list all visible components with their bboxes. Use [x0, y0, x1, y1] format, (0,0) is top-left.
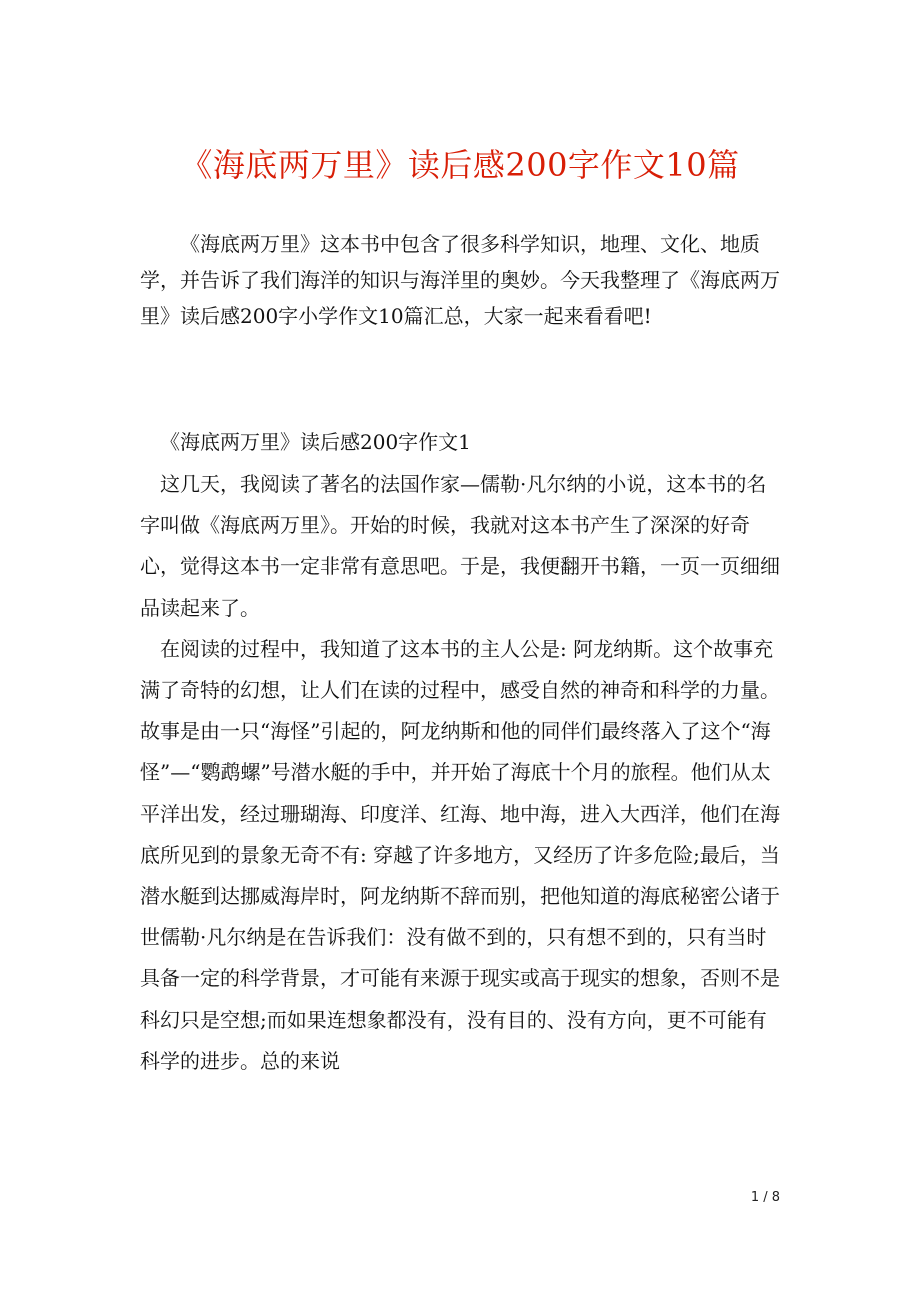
essay-paragraph: 这几天，我阅读了著名的法国作家—儒勒·凡尔纳的小说，这本书的名字叫做《海底两万里》。开始的时候，我就对这本书产生了深深的好奇心，觉得这本书一定非常有意思吧。于是，我便翻开书籍，一页一页细细品读起来了。	[140, 472, 780, 620]
essay-paragraph: 在阅读的过程中，我知道了这本书的主人公是: 阿龙纳斯。这个故事充满了奇特的幻想，让人们在读的过程中，感受自然的神奇和科学的力量。故事是由一只“海怪”引起的，阿龙纳斯和他的同伴们最终落入了这个“海怪”—“鹦鹉螺”号潜水艇的手中，并开始了海底十个月的旅程。他们从太平洋出发，经过珊瑚海、印度洋、红海、地中海，进入大西洋，他们在海底所见到的景象无奇不有: 穿越了许多地方，又经历了许多危险;最后，当潜水艇到达挪威海岸时，阿龙纳斯不辞而别，把他知道的海底秘密公诸于世儒勒·凡尔纳是在告诉我们：没有做不到的，只有想不到的，只有当时具备一定的科学背景，才可能有来源于现实或高于现实的想象，否则不是科幻只是空想;而如果连想象都没有，没有目的、没有方向，更不可能有科学的进步。总的来说	[140, 636, 780, 1073]
document-title: 《海底两万里》读后感200字作文10篇	[180, 146, 740, 184]
essay-body	[140, 464, 780, 1082]
page-number: 1 / 8	[750, 1190, 780, 1205]
intro-paragraph: 《海底两万里》这本书中包含了很多科学知识，地理、文化、地质学，并告诉了我们海洋的知识与海洋里的奥妙。今天我整理了《海底两万里》读后感200字小学作文10篇汇总，大家一起来看看吧!	[140, 232, 780, 328]
section-heading: 《海底两万里》读后感200字作文1	[160, 430, 471, 454]
